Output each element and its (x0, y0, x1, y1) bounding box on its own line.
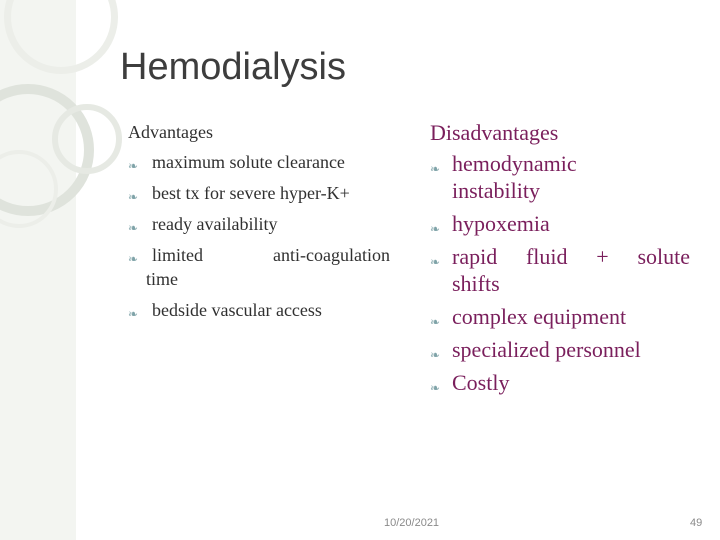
list-item (128, 212, 390, 236)
item-text-continued: instability (452, 178, 540, 203)
list-item (430, 243, 690, 297)
leaf-bullet-icon: ❧ (430, 381, 441, 395)
item-text: hemodynamic (452, 151, 577, 176)
list-item (430, 369, 690, 396)
advantages-heading: Advantages (128, 122, 213, 142)
leaf-bullet-icon: ❧ (430, 222, 441, 236)
item-text: complex equipment (452, 304, 627, 329)
list-item (430, 303, 690, 330)
leaf-bullet-icon: ❧ (430, 162, 441, 176)
item-text-continued: shifts (452, 271, 500, 296)
footer-date: 10/20/2021 (384, 517, 440, 529)
item-text-continued: time (146, 269, 178, 289)
page-number: 49 (690, 517, 703, 529)
advantages-list (128, 150, 390, 322)
item-text: bedside vascular access (152, 300, 322, 320)
item-text: hypoxemia (452, 211, 550, 236)
disadvantages-column (430, 120, 690, 402)
list-item (430, 150, 690, 204)
item-text: specialized personnel (452, 337, 641, 362)
leaf-bullet-icon: ❧ (128, 307, 139, 321)
leaf-bullet-icon: ❧ (128, 190, 139, 204)
leaf-bullet-icon: ❧ (430, 255, 441, 269)
advantages-column (128, 122, 390, 329)
leaf-bullet-icon: ❧ (128, 159, 139, 173)
list-item (128, 150, 390, 174)
disadvantages-list (430, 150, 690, 396)
leaf-bullet-icon: ❧ (128, 221, 139, 235)
decorative-circle (4, 0, 118, 74)
item-text: best tx for severe hyper-K+ (152, 183, 350, 203)
slide-title: Hemodialysis (120, 46, 346, 88)
item-text: rapid fluid + solute (452, 244, 690, 269)
list-item (430, 210, 690, 237)
list-item (430, 336, 690, 363)
item-text: maximum solute clearance (152, 152, 345, 172)
disadvantages-heading: Disadvantages (430, 120, 559, 145)
list-item (128, 243, 390, 291)
list-item (128, 181, 390, 205)
list-item (128, 298, 390, 322)
leaf-bullet-icon: ❧ (430, 315, 441, 329)
item-text: limited anti-coagulation (152, 245, 390, 265)
item-text: Costly (452, 370, 510, 395)
decorative-sidebar (0, 0, 76, 540)
leaf-bullet-icon: ❧ (128, 252, 139, 266)
decorative-circle (52, 104, 122, 174)
leaf-bullet-icon: ❧ (430, 348, 441, 362)
item-text: ready availability (152, 214, 278, 234)
